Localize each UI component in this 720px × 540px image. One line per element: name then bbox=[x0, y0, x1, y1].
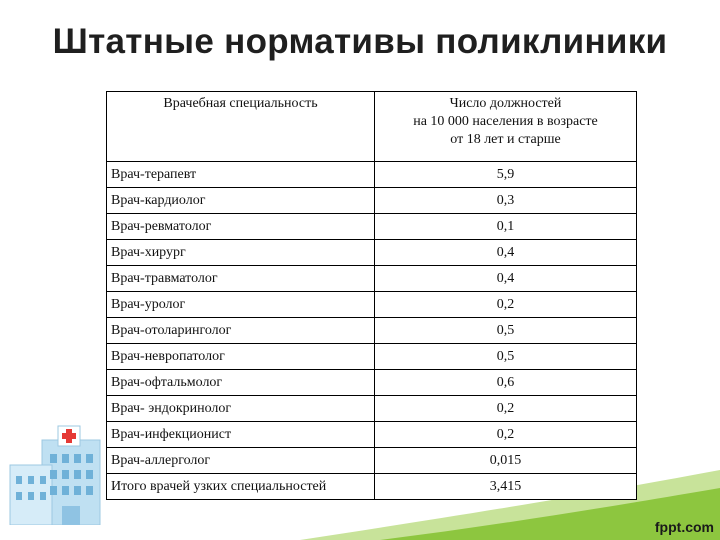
row-value: 0,2 bbox=[375, 292, 637, 318]
table-row bbox=[107, 162, 637, 188]
staffing-norms-table bbox=[106, 91, 637, 500]
table-row bbox=[107, 214, 637, 240]
row-value: 3,415 bbox=[375, 474, 637, 500]
table-row bbox=[107, 396, 637, 422]
watermark-text: fppt.com bbox=[654, 519, 714, 535]
row-specialty: Врач-хирург bbox=[107, 240, 375, 266]
row-specialty: Врач-кардиолог bbox=[107, 188, 375, 214]
row-specialty: Врач-невропатолог bbox=[107, 344, 375, 370]
row-value: 0,5 bbox=[375, 344, 637, 370]
row-specialty: Врач- эндокринолог bbox=[107, 396, 375, 422]
row-value: 0,2 bbox=[375, 422, 637, 448]
table-row bbox=[107, 188, 637, 214]
hospital-icon bbox=[0, 420, 110, 525]
table-header-row bbox=[107, 92, 637, 162]
row-value: 5,9 bbox=[375, 162, 637, 188]
table-row bbox=[107, 318, 637, 344]
table-row bbox=[107, 344, 637, 370]
header-count-line: Число должностей bbox=[449, 96, 562, 111]
row-specialty: Врач-уролог bbox=[107, 292, 375, 318]
row-specialty: Врач-ревматолог bbox=[107, 214, 375, 240]
row-value: 0,2 bbox=[375, 396, 637, 422]
row-specialty: Врач-терапевт bbox=[107, 162, 375, 188]
header-positions-count bbox=[375, 92, 637, 162]
row-value: 0,4 bbox=[375, 240, 637, 266]
row-specialty: Врач-отоларинголог bbox=[107, 318, 375, 344]
row-value: 0,6 bbox=[375, 370, 637, 396]
row-specialty: Врач-инфекционист bbox=[107, 422, 375, 448]
header-count-line: от 18 лет и старше bbox=[450, 132, 561, 147]
row-specialty: Врач-аллерголог bbox=[107, 448, 375, 474]
table-row bbox=[107, 240, 637, 266]
row-specialty: Итого врачей узких специальностей bbox=[107, 474, 375, 500]
row-value: 0,5 bbox=[375, 318, 637, 344]
header-specialty: Врачебная специальность bbox=[107, 92, 375, 162]
table-row bbox=[107, 292, 637, 318]
row-value: 0,3 bbox=[375, 188, 637, 214]
row-value: 0,4 bbox=[375, 266, 637, 292]
table-row bbox=[107, 370, 637, 396]
table-row bbox=[107, 448, 637, 474]
header-count-line: на 10 000 населения в возрасте bbox=[413, 114, 598, 129]
table-row-total bbox=[107, 474, 637, 500]
row-specialty: Врач-травматолог bbox=[107, 266, 375, 292]
row-value: 0,1 bbox=[375, 214, 637, 240]
row-specialty: Врач-офтальмолог bbox=[107, 370, 375, 396]
table-row bbox=[107, 422, 637, 448]
slide-title: Штатные нормативы поликлиники bbox=[52, 22, 668, 61]
row-value: 0,015 bbox=[375, 448, 637, 474]
table-row bbox=[107, 266, 637, 292]
